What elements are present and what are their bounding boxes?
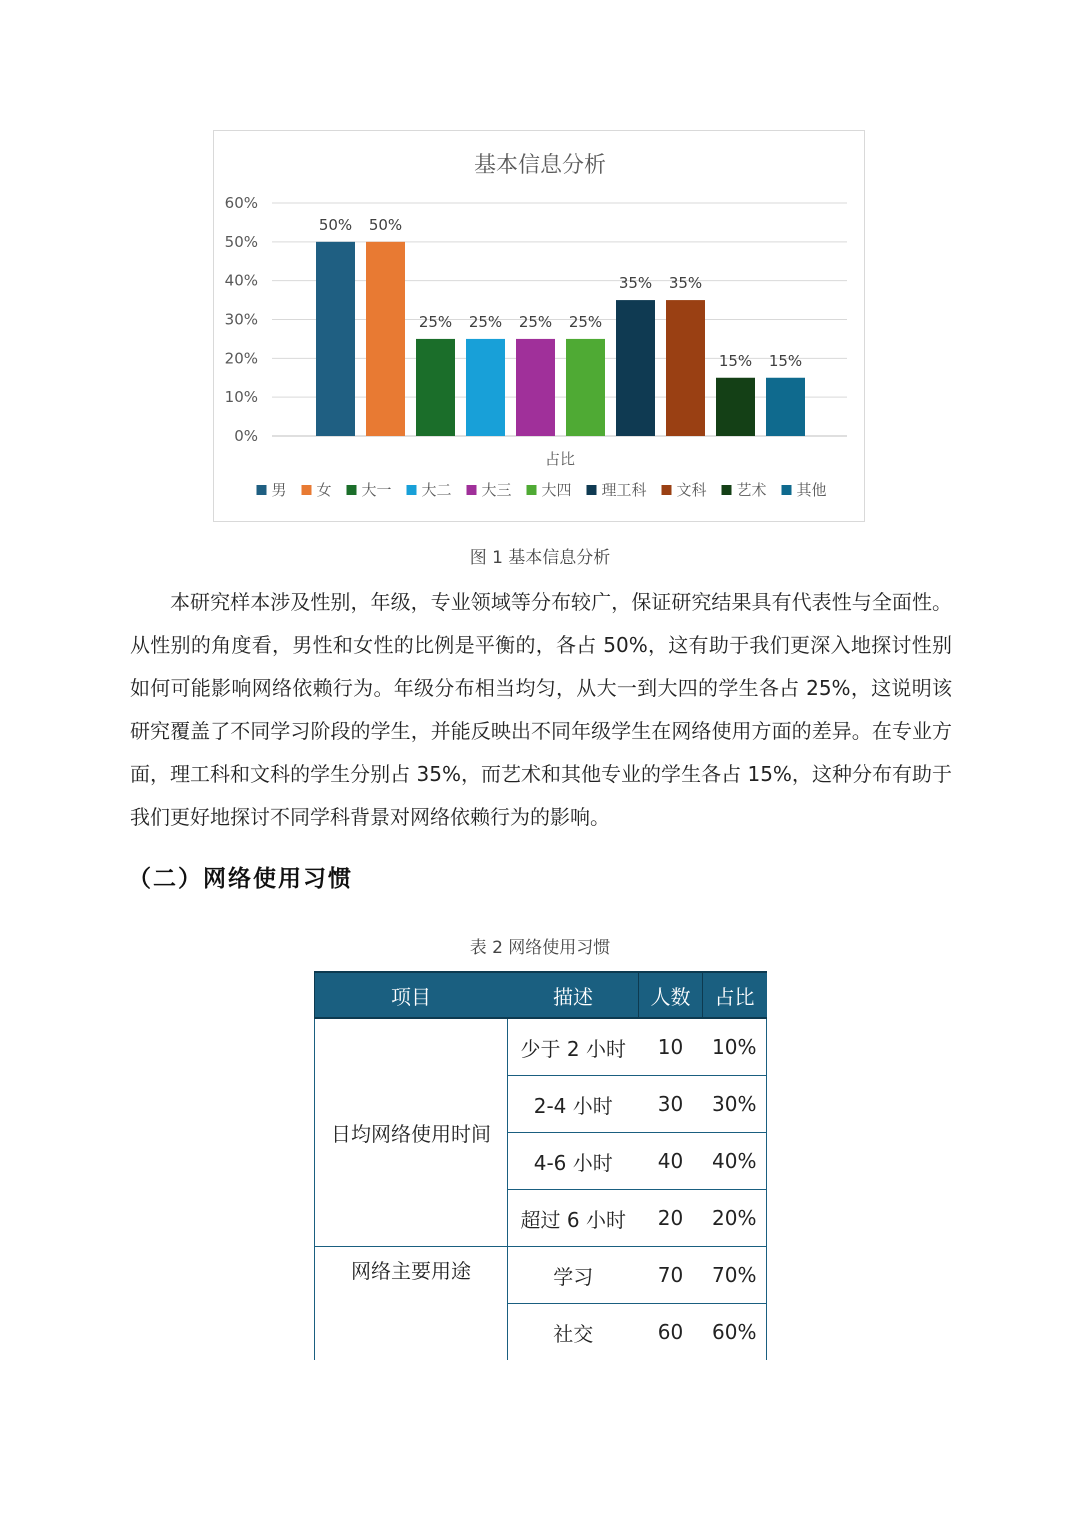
- habits-table: [314, 971, 767, 1360]
- legend-swatch: [587, 485, 597, 495]
- legend-item: 女: [316, 481, 332, 499]
- bar-4: [466, 339, 505, 436]
- legend-swatch: [527, 485, 537, 495]
- legend-item: 大四: [541, 481, 572, 499]
- legend-item: 理工科: [601, 481, 647, 499]
- row-description: 学习: [508, 1247, 639, 1304]
- data-label: 25%: [518, 312, 553, 331]
- bar-9: [716, 378, 755, 436]
- y-tick-label: 60%: [224, 194, 258, 212]
- row-description: 2-4 小时: [508, 1076, 639, 1133]
- group-name: 网络主要用途: [315, 1247, 508, 1361]
- bar-10: [766, 378, 805, 436]
- header-item: 项目: [315, 972, 508, 1018]
- bar-2: [366, 242, 405, 436]
- row-percent: 40%: [703, 1133, 767, 1190]
- section-heading: （二）网络使用习惯: [128, 865, 353, 892]
- y-tick-label: 30%: [224, 310, 258, 329]
- y-tick-label: 50%: [224, 232, 258, 251]
- legend-swatch: [347, 485, 357, 495]
- table-header-row: [315, 972, 767, 1018]
- row-count: 70: [639, 1247, 703, 1304]
- legend-swatch: [782, 485, 792, 495]
- row-description: 4-6 小时: [508, 1133, 639, 1190]
- legend-item: 艺术: [736, 481, 767, 499]
- figure-caption: 图 1 基本信息分析: [469, 548, 611, 568]
- legend-swatch: [467, 485, 477, 495]
- legend-item: 大一: [361, 481, 392, 499]
- y-tick-label: 10%: [224, 388, 258, 407]
- legend-swatch: [257, 485, 267, 495]
- y-tick-label: 40%: [224, 271, 258, 290]
- legend-item: 其他: [796, 481, 827, 499]
- y-tick-label: 0%: [234, 427, 258, 445]
- data-label: 35%: [668, 274, 703, 293]
- row-description: 社交: [508, 1304, 639, 1361]
- row-percent: 60%: [703, 1304, 767, 1361]
- data-label: 50%: [368, 215, 403, 234]
- data-label: 15%: [768, 351, 803, 370]
- data-label: 15%: [718, 351, 753, 370]
- row-count: 20: [639, 1190, 703, 1247]
- bar-1: [316, 242, 355, 436]
- bar-5: [516, 339, 555, 436]
- chart-title: 基本信息分析: [473, 153, 607, 178]
- legend-swatch: [302, 485, 312, 495]
- row-description: 少于 2 小时: [520, 1036, 626, 1061]
- row-percent: 70%: [703, 1247, 767, 1304]
- row-count: 60: [639, 1304, 703, 1361]
- y-tick-label: 20%: [224, 349, 258, 368]
- bar-6: [566, 339, 605, 436]
- row-percent: 10%: [703, 1018, 767, 1076]
- row-count: 10: [657, 1035, 684, 1059]
- legend-item: 大三: [481, 481, 512, 499]
- bar-chart: [213, 130, 865, 522]
- bar-8: [666, 300, 705, 436]
- legend-swatch: [662, 485, 672, 495]
- legend-swatch: [722, 485, 732, 495]
- table-row: [315, 1247, 767, 1304]
- table-caption: 表 2 网络使用习惯: [469, 938, 611, 958]
- row-percent: 30%: [703, 1076, 767, 1133]
- legend-item: 大二: [421, 481, 452, 499]
- data-label: 35%: [618, 274, 653, 293]
- chart-canvas: [214, 131, 866, 523]
- bar-3: [416, 339, 455, 436]
- group-name: 日均网络使用时间: [315, 1018, 508, 1247]
- row-description: 超过 6 小时: [508, 1190, 639, 1247]
- body-paragraph: [130, 581, 952, 839]
- data-label: 25%: [568, 312, 603, 331]
- row-count: 30: [639, 1076, 703, 1133]
- header-percent: 占比: [703, 972, 767, 1018]
- table-row: [315, 1018, 767, 1076]
- legend-item: 文科: [676, 481, 707, 499]
- x-axis-label: 占比: [544, 450, 576, 468]
- row-count: 40: [639, 1133, 703, 1190]
- data-label: 25%: [418, 312, 453, 331]
- row-percent: 20%: [703, 1190, 767, 1247]
- legend-item: 男: [271, 481, 287, 499]
- bar-7: [616, 300, 655, 436]
- legend-swatch: [407, 485, 417, 495]
- header-count: 人数: [639, 972, 703, 1018]
- paragraph-text: 本研究样本涉及性别，年级，专业领域等分布较广，保证研究结果具有代表性与全面性。从性别的角度看，男性和女性的比例是平衡的，各占 50%，这有助于我们更深入地探讨性别如何可能影响网络依赖行为。年级分布相当均匀，从大一到大四的学生各占 25%，这说明该研究覆盖了不同学习阶段的学生，并能反映出不同年级学生在网络使用方面的差异。在专业方面，理工科和文科的学生分别占 35%，而艺术和其他专业的学生各占 15%，这种分布有助于我们更好地探讨不同学科背景对网络依赖行为的影响。: [130, 590, 952, 829]
- data-label: 50%: [318, 215, 353, 234]
- header-description: 描述: [508, 972, 639, 1018]
- data-label: 25%: [468, 312, 503, 331]
